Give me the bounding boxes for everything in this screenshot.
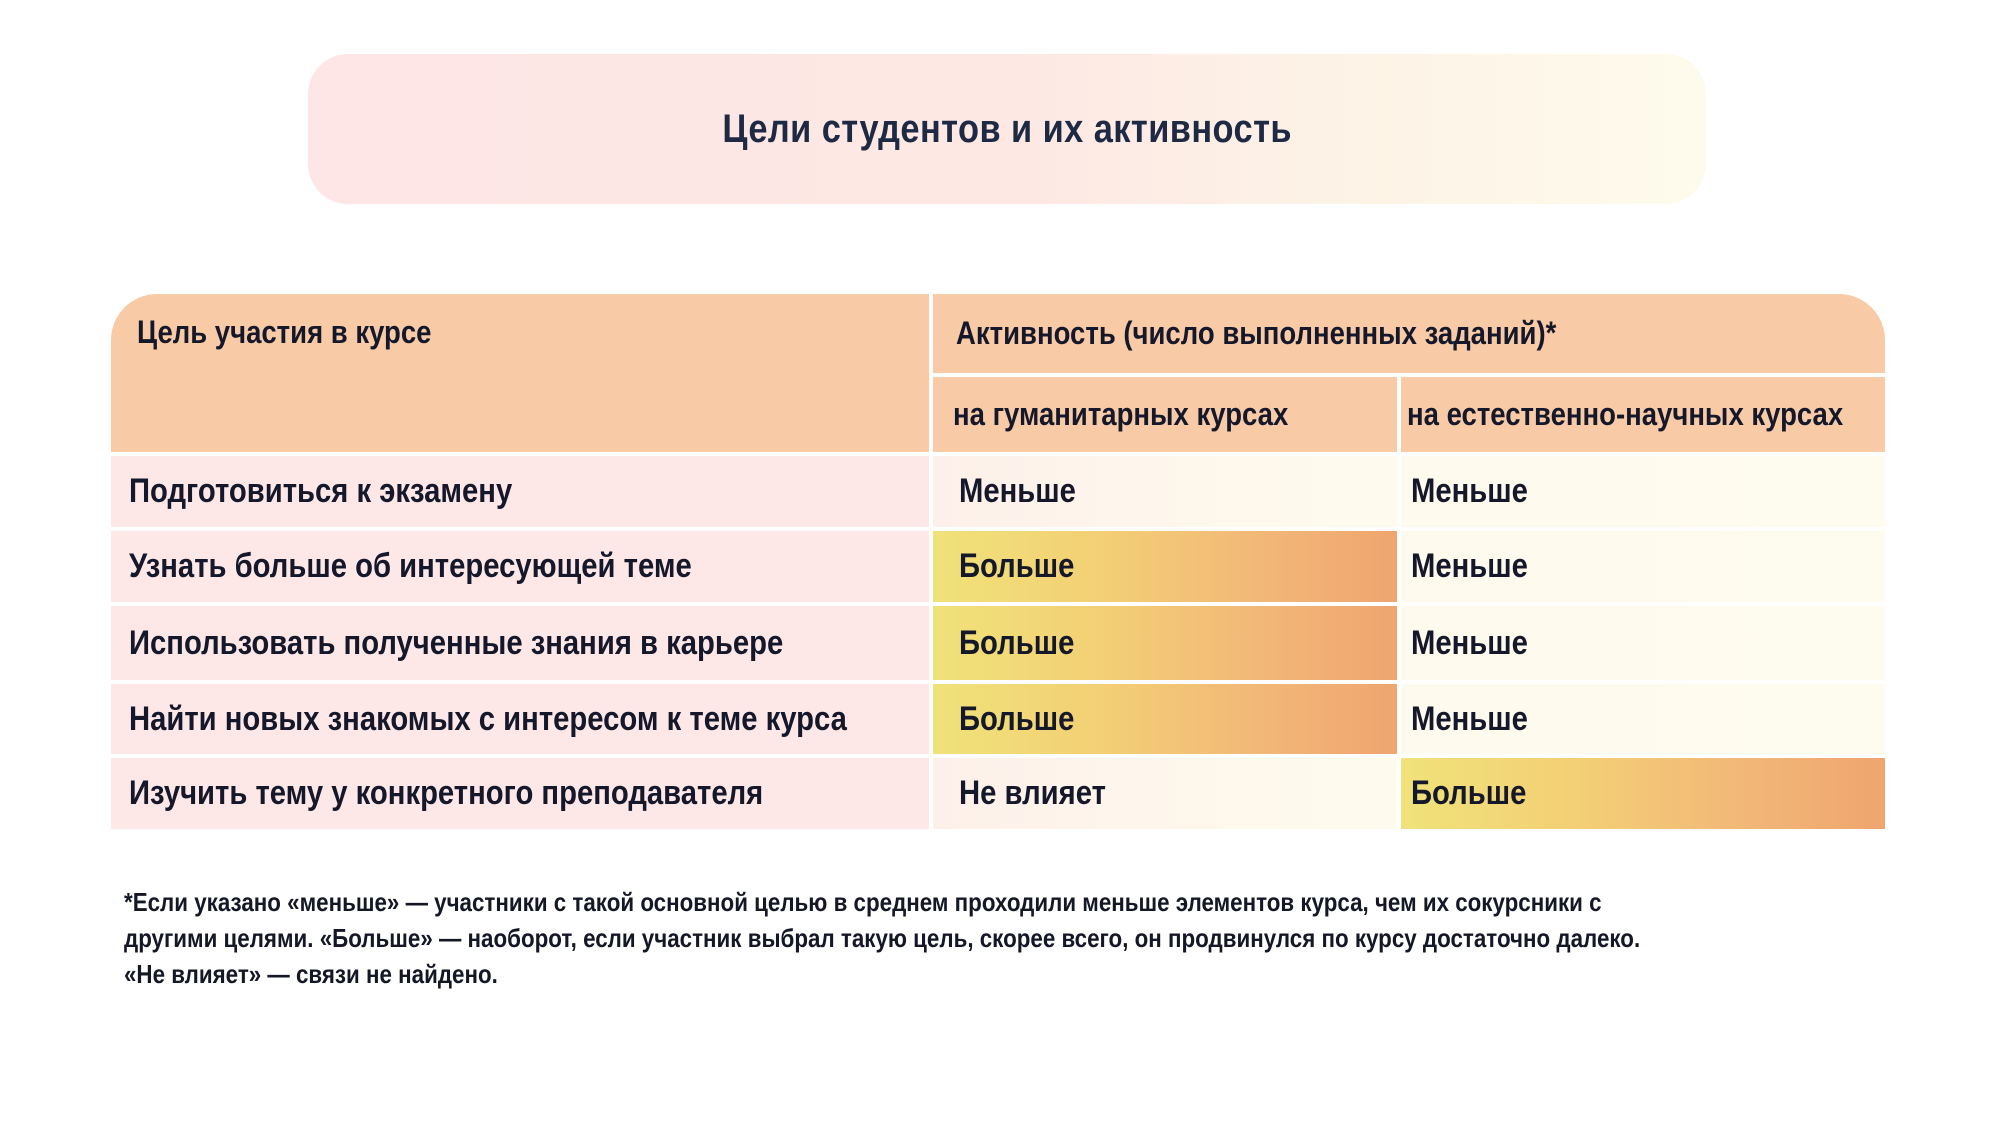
activity-value: Меньше	[959, 472, 1076, 510]
footnote-line: другими целями. «Больше» — наоборот, если участник выбрал такую цель, скорее всего, он продвинулся по курсу достаточно далеко.	[124, 923, 1641, 953]
footnote	[124, 884, 1924, 992]
table-cell-sciences-highlight	[1401, 758, 1885, 829]
table-row-goal	[111, 606, 929, 680]
table-row-goal	[111, 456, 929, 527]
activity-value: Больше	[959, 623, 1075, 662]
table-cell-humanities-highlight	[933, 684, 1397, 754]
table-cell-sciences	[1401, 531, 1885, 602]
activity-value: Меньше	[1411, 699, 1528, 738]
table-cell-sciences	[1401, 456, 1885, 527]
activity-value: Не влияет	[959, 774, 1106, 812]
goal-text: Изучить тему у конкретного преподавателя	[129, 774, 764, 812]
table-row-goal	[111, 758, 929, 829]
table-cell-sciences	[1401, 606, 1885, 680]
table-cell-humanities-highlight	[933, 606, 1397, 680]
activity-value: Меньше	[1411, 547, 1528, 585]
table-cell-humanities	[933, 456, 1397, 527]
header-goal-label: Цель участия в курсе	[137, 314, 432, 350]
goal-text: Найти новых знакомых с интересом к теме курса	[129, 699, 847, 738]
activity-value: Больше	[1411, 774, 1527, 812]
header-activity-label: Активность (число выполненных заданий)*	[956, 315, 1557, 351]
title-banner	[308, 54, 1706, 204]
page-title: Цели студентов и их активность	[722, 106, 1292, 151]
table-cell-humanities	[933, 758, 1397, 829]
activity-value: Меньше	[1411, 472, 1528, 510]
header-sciences	[1401, 377, 1885, 452]
goals-activity-table	[111, 294, 1881, 825]
header-humanities-label: на гуманитарных курсах	[953, 396, 1289, 432]
footnote-line: «Не влияет» — связи не найдено.	[124, 959, 498, 989]
goal-text: Использовать полученные знания в карьере	[129, 623, 784, 662]
goal-text: Узнать больше об интересующей теме	[129, 547, 692, 585]
table-cell-humanities-highlight	[933, 531, 1397, 602]
header-humanities	[933, 377, 1397, 452]
header-activity	[933, 294, 1885, 373]
table-row-goal	[111, 531, 929, 602]
activity-value: Больше	[959, 547, 1075, 585]
goal-text: Подготовиться к экзамену	[129, 472, 513, 510]
header-goal	[111, 294, 929, 452]
table-row-goal	[111, 684, 929, 754]
footnote-line: *Если указано «меньше» — участники с такой основной целью в среднем проходили меньше элементов курса, чем их сокурсники с	[124, 887, 1602, 917]
activity-value: Больше	[959, 699, 1075, 738]
table-cell-sciences	[1401, 684, 1885, 754]
activity-value: Меньше	[1411, 623, 1528, 662]
header-sciences-label: на естественно-научных курсах	[1407, 396, 1844, 432]
